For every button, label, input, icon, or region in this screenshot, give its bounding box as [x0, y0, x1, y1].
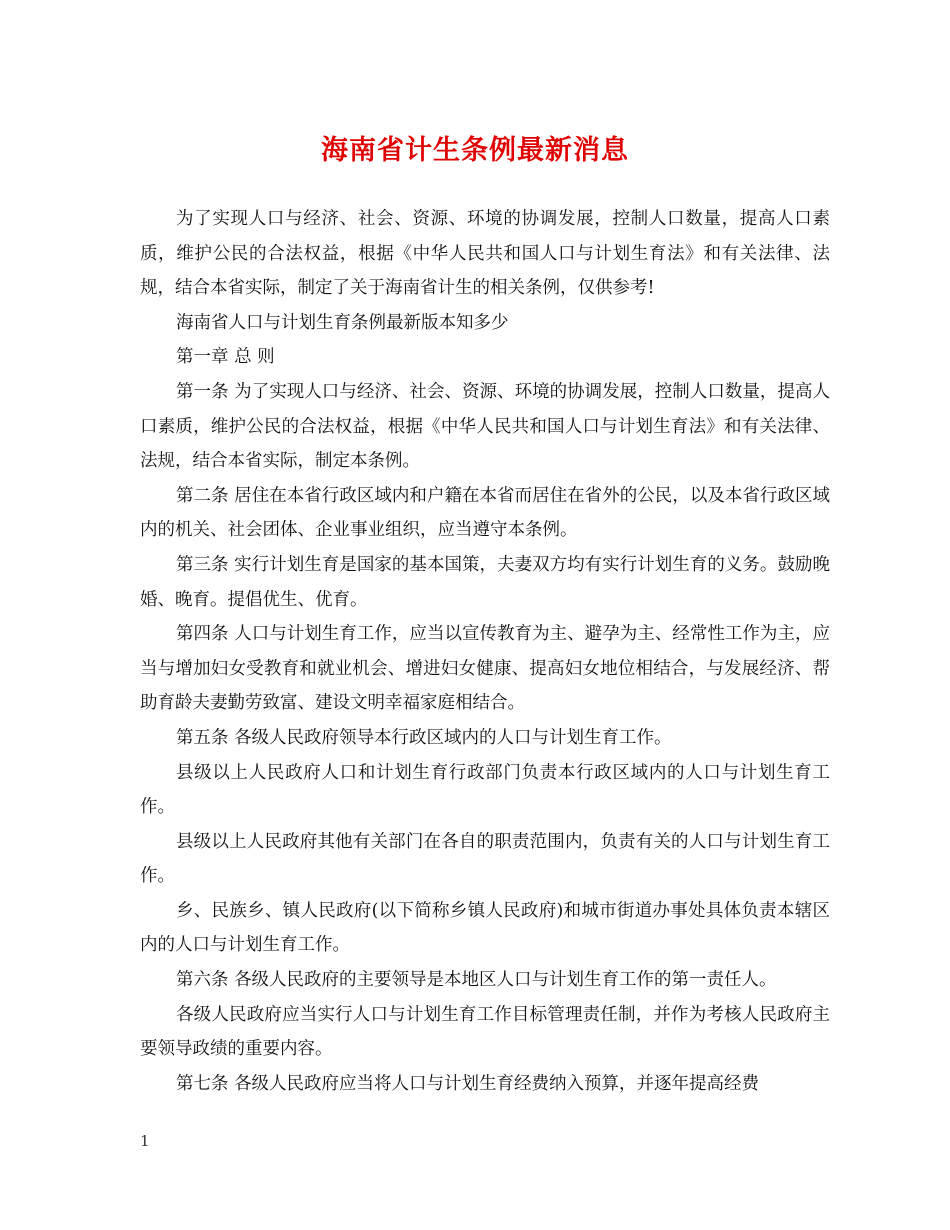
article-4: 第四条 人口与计划生育工作，应当以宣传教育为主、避孕为主、经常性工作为主，应当与增加妇女受教育和就业机会、增进妇女健康、提高妇女地位相结合，与发展经济、帮助育龄夫妻勤劳致富、建设文明幸福家庭相结合。 [140, 624, 830, 714]
article-6-clause-2: 各级人民政府应当实行人口与计划生育工作目标管理责任制，并作为考核人民政府主要领导政绩的重要内容。 [140, 1004, 830, 1060]
document-body [140, 202, 830, 1101]
article-5-clause-2: 县级以上人民政府人口和计划生育行政部门负责本行政区域内的人口与计划生育工作。 [140, 762, 830, 818]
article-5-clause-3: 县级以上人民政府其他有关部门在各自的职责范围内，负责有关的人口与计划生育工作。 [140, 831, 830, 887]
article-6: 第六条 各级人民政府的主要领导是本地区人口与计划生育工作的第一责任人。 [176, 970, 777, 991]
article-7: 第七条 各级人民政府应当将人口与计划生育经费纳入预算，并逐年提高经费 [176, 1073, 760, 1094]
article-5-clause-4: 乡、民族乡、镇人民政府(以下简称乡镇人民政府)和城市街道办事处具体负责本辖区内的人口与计划生育工作。 [140, 900, 830, 956]
page-number: 1 [140, 1132, 150, 1150]
paragraph-subtitle: 海南省人口与计划生育条例最新版本知多少 [176, 312, 509, 333]
article-5: 第五条 各级人民政府领导本行政区域内的人口与计划生育工作。 [176, 727, 672, 748]
document-title: 海南省计生条例最新消息 [321, 135, 629, 166]
chapter-heading: 第一章 总 则 [176, 347, 275, 368]
article-3: 第三条 实行计划生育是国家的基本国策，夫妻双方均有实行计划生育的义务。鼓励晚婚、晚育。提倡优生、优育。 [140, 554, 830, 610]
article-2: 第二条 居住在本省行政区域内和户籍在本省而居住在省外的公民，以及本省行政区域内的机关、社会团体、企业事业组织，应当遵守本条例。 [140, 485, 830, 541]
article-1: 第一条 为了实现人口与经济、社会、资源、环境的协调发展，控制人口数量，提高人口素质，维护公民的合法权益，根据《中华人民共和国人口与计划生育法》和有关法律、法规，结合本省实际，制定本条例。 [140, 381, 830, 472]
paragraph-intro: 为了实现人口与经济、社会、资源、环境的协调发展，控制人口数量，提高人口素质，维护公民的合法权益，根据《中华人民共和国人口与计划生育法》和有关法律、法规，结合本省实际，制定了关于海南省计生的相关条例，仅供参考! [140, 209, 830, 299]
